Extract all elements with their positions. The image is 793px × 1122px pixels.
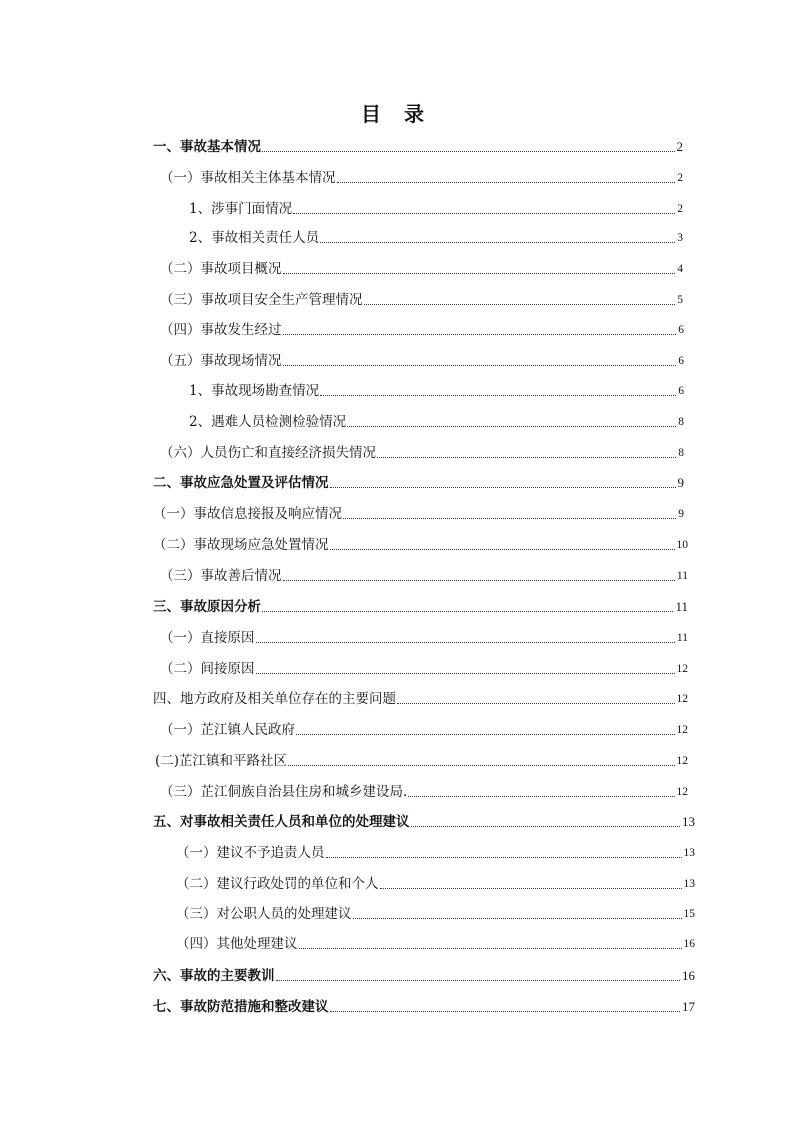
dot-leader bbox=[276, 980, 681, 981]
toc-entry-page-number: 6 bbox=[678, 324, 684, 336]
dot-leader bbox=[380, 888, 682, 889]
toc-entry[interactable] bbox=[160, 259, 683, 279]
page-title: 目 录 bbox=[361, 102, 432, 126]
dot-leader bbox=[411, 826, 681, 827]
toc-entry-page-number: 11 bbox=[675, 599, 688, 614]
toc-entry-label: （一）芷江镇人民政府 bbox=[160, 722, 295, 738]
dot-leader bbox=[320, 395, 676, 396]
toc-entry-label: （二）间接原因 bbox=[160, 661, 255, 677]
toc-entry-label: （二）事故项目概况 bbox=[160, 261, 282, 277]
toc-entry-page-number: 12 bbox=[676, 663, 688, 675]
toc-entry-label: 五、对事故相关责任人员和单位的处理建议 bbox=[153, 814, 410, 830]
toc-entry-label: 1、事故现场勘查情况 bbox=[189, 383, 320, 399]
dot-leader bbox=[293, 213, 675, 214]
toc-entry[interactable] bbox=[176, 934, 695, 954]
toc-entry[interactable] bbox=[160, 320, 684, 340]
toc-entry[interactable] bbox=[176, 904, 695, 924]
dot-leader bbox=[397, 703, 675, 704]
toc-entry-page-number: 2 bbox=[677, 203, 683, 215]
toc-entry-label: （四）事故发生经过 bbox=[160, 322, 282, 338]
dot-leader bbox=[377, 457, 676, 458]
toc-entry-page-number: 8 bbox=[678, 447, 684, 459]
toc-entry-page-number: 12 bbox=[676, 786, 688, 798]
toc-entry[interactable] bbox=[153, 473, 684, 493]
toc-entry[interactable] bbox=[153, 689, 688, 709]
toc-entry-page-number: 12 bbox=[676, 724, 688, 736]
toc-entry-label: 一、事故基本情况 bbox=[153, 139, 261, 155]
dot-leader bbox=[330, 487, 676, 488]
toc-entry-page-number: 13 bbox=[682, 814, 695, 829]
toc-entry[interactable] bbox=[160, 782, 688, 802]
dot-leader bbox=[262, 151, 675, 152]
toc-entry-label: （三）对公职人员的处理建议 bbox=[176, 906, 352, 922]
toc-entry-page-number: 5 bbox=[677, 294, 683, 306]
dot-leader bbox=[330, 549, 675, 550]
toc-entry[interactable] bbox=[153, 997, 695, 1017]
dot-leader bbox=[364, 304, 676, 305]
toc-entry[interactable] bbox=[160, 659, 688, 679]
toc-entry-page-number: 9 bbox=[678, 508, 684, 520]
toc-entry[interactable] bbox=[160, 628, 688, 648]
toc-entry-label: 四、地方政府及相关单位存在的主要问题 bbox=[153, 691, 396, 707]
dot-leader bbox=[288, 765, 674, 766]
toc-entry-page-number: 12 bbox=[676, 693, 688, 705]
toc-entry[interactable] bbox=[189, 412, 684, 432]
toc-entry-page-number: 16 bbox=[683, 938, 695, 950]
toc-entry[interactable] bbox=[160, 443, 684, 463]
toc-entry-label: （五）事故现场情况 bbox=[160, 353, 282, 369]
toc-entry-page-number: 11 bbox=[676, 632, 688, 644]
toc-entry[interactable] bbox=[153, 137, 683, 157]
toc-entry-page-number: 6 bbox=[678, 355, 684, 367]
toc-entry-page-number: 2 bbox=[676, 139, 683, 154]
toc-entry-page-number: 16 bbox=[682, 968, 695, 983]
toc-entry-page-number: 9 bbox=[677, 475, 684, 490]
toc-entry-label: 三、事故原因分析 bbox=[153, 599, 261, 615]
toc-entry-label: 2、事故相关责任人员 bbox=[189, 230, 320, 246]
toc-entry[interactable] bbox=[189, 381, 684, 401]
dot-leader bbox=[330, 1011, 681, 1012]
toc-entry-label: （二）建议行政处罚的单位和个人 bbox=[176, 876, 379, 892]
dot-leader bbox=[343, 518, 676, 519]
toc-entry-label: 七、事故防范措施和整改建议 bbox=[153, 999, 329, 1015]
toc-entry-label: (二)芷江镇和平路社区 bbox=[155, 753, 288, 769]
toc-entry-page-number: 6 bbox=[678, 385, 684, 397]
toc-entry-label: 二、事故应急处置及评估情况 bbox=[153, 475, 329, 491]
dot-leader bbox=[299, 948, 682, 949]
toc-entry[interactable] bbox=[155, 751, 688, 771]
toc-entry-label: 六、事故的主要教训 bbox=[153, 968, 275, 984]
toc-entry[interactable] bbox=[160, 168, 683, 188]
toc-entry-label: （三）事故项目安全生产管理情况 bbox=[160, 292, 363, 308]
toc-entry-page-number: 4 bbox=[677, 263, 683, 275]
toc-entry[interactable] bbox=[153, 597, 688, 617]
toc-entry[interactable] bbox=[160, 720, 688, 740]
toc-entry[interactable] bbox=[176, 843, 695, 863]
toc-entry-label: （一）事故信息接报及响应情况 bbox=[153, 506, 342, 522]
toc-entry[interactable] bbox=[160, 566, 688, 586]
dot-leader bbox=[256, 642, 675, 643]
dot-leader bbox=[283, 580, 675, 581]
toc-entry-label: （一）建议不予追责人员 bbox=[176, 845, 325, 861]
toc-entry-page-number: 13 bbox=[683, 847, 695, 859]
toc-entry-page-number: 12 bbox=[676, 755, 688, 767]
toc-entry-label: 2、遇难人员检测检验情况 bbox=[189, 414, 347, 430]
toc-entry-label: （一）直接原因 bbox=[160, 630, 255, 646]
dot-leader bbox=[408, 796, 674, 797]
toc-entry[interactable] bbox=[176, 874, 695, 894]
toc-entry-page-number: 10 bbox=[676, 539, 688, 551]
dot-leader bbox=[353, 918, 682, 919]
toc-entry-label: 1、涉事门面情况 bbox=[189, 201, 293, 217]
toc-entry-label: （三）芷江侗族自治县住房和城乡建设局. bbox=[160, 784, 408, 800]
toc-entry[interactable] bbox=[153, 504, 684, 524]
toc-entry-label: （一）事故相关主体基本情况 bbox=[160, 170, 336, 186]
toc-entry[interactable] bbox=[153, 966, 695, 986]
dot-leader bbox=[326, 857, 682, 858]
toc-entry-page-number: 13 bbox=[683, 878, 695, 890]
dot-leader bbox=[296, 734, 675, 735]
toc-entry-label: （四）其他处理建议 bbox=[176, 936, 298, 952]
dot-leader bbox=[320, 242, 675, 243]
toc-entry-page-number: 11 bbox=[676, 570, 688, 582]
dot-leader bbox=[337, 182, 676, 183]
dot-leader bbox=[283, 334, 677, 335]
dot-leader bbox=[283, 273, 676, 274]
toc-entry-page-number: 3 bbox=[677, 232, 683, 244]
toc-entry-page-number: 15 bbox=[683, 908, 695, 920]
toc-entry[interactable] bbox=[189, 199, 683, 219]
toc-entry-label: （六）人员伤亡和直接经济损失情况 bbox=[160, 445, 376, 461]
dot-leader bbox=[262, 611, 673, 612]
toc-entry[interactable] bbox=[160, 351, 684, 371]
toc-entry[interactable] bbox=[160, 290, 683, 310]
toc-entry[interactable] bbox=[153, 812, 695, 832]
toc-entry-label: （二）事故现场应急处置情况 bbox=[153, 537, 329, 553]
toc-entry[interactable] bbox=[189, 228, 683, 248]
toc-entry[interactable] bbox=[153, 535, 688, 555]
toc-entry-page-number: 8 bbox=[678, 416, 684, 428]
toc-entry-page-number: 2 bbox=[677, 172, 683, 184]
dot-leader bbox=[347, 426, 676, 427]
dot-leader bbox=[256, 673, 675, 674]
toc-entry-label: （三）事故善后情况 bbox=[160, 568, 282, 584]
toc-entry-page-number: 17 bbox=[682, 999, 695, 1014]
dot-leader bbox=[283, 365, 677, 366]
